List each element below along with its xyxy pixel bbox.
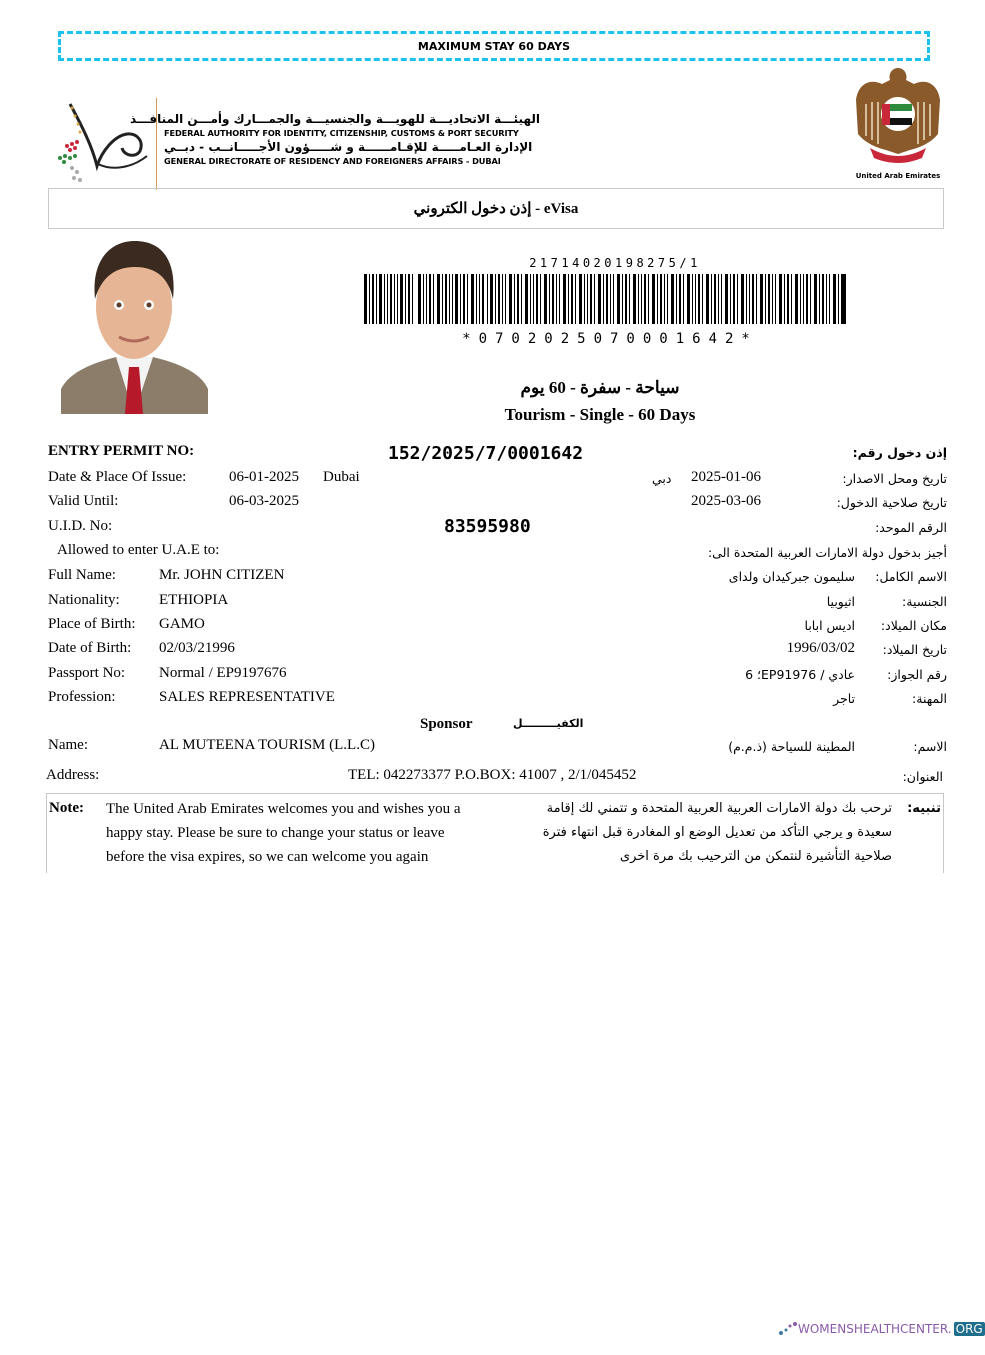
dob-value-en: 02/03/21996 [159, 640, 235, 656]
barcode-bottom-number: *0702025070001642* [462, 331, 758, 347]
note-label-ar: تنبيه: [907, 801, 941, 816]
fullname-value-ar: سليمون جبركيدان ولداى [728, 569, 855, 584]
passport-value-ar: عادي / EP91976؛ 6 [745, 667, 855, 682]
holder-photo [61, 239, 208, 414]
authority-line2-en: GENERAL DIRECTORATE OF RESIDENCY AND FOREIGNERS AFFAIRS - DUBAI [164, 156, 501, 166]
issue-place-en: Dubai [323, 469, 360, 485]
fullname-value-en: Mr. JOHN CITIZEN [159, 567, 285, 583]
barcode-top-number: 21714020198275/1 [529, 256, 701, 270]
sponsor-address-label-ar: العنوان: [902, 769, 943, 784]
sponsor-name-ar: المطينة للسياحة (ذ.م.م) [728, 739, 855, 754]
valid-label-en: Valid Until: [48, 493, 119, 509]
watermark-text: WOMENSHEALTHCENTER. [798, 1322, 952, 1336]
pob-value-en: GAMO [159, 616, 205, 632]
valid-date-en: 06-03-2025 [229, 493, 299, 509]
authority-block [130, 112, 540, 168]
authority-line2-ar: الإدارة العـامـــــة للإقـامــــــة و شـــــؤون الأجـــــانــب - دبــي [164, 140, 533, 154]
pob-label-en: Place of Birth: [48, 616, 136, 632]
dob-value-ar: 1996/03/02 [786, 640, 855, 656]
issue-label-en: Date & Place Of Issue: [48, 469, 187, 485]
issue-date-en: 06-01-2025 [229, 469, 299, 485]
falcon-emblem-icon [852, 64, 944, 166]
sponsor-address: TEL: 042273377 P.O.BOX: 41007 , 2/1/045452 [348, 767, 637, 783]
nationality-value-ar: اثيوبيا [826, 594, 855, 609]
sponsor-heading-en: Sponsor [420, 716, 473, 732]
permit-label-ar: إذن دخول رقم: [852, 445, 947, 460]
sponsor-name-label-en: Name: [48, 737, 88, 753]
fullname-label-ar: الاسم الكامل: [875, 569, 947, 584]
passport-label-en: Passport No: [48, 665, 126, 681]
emblem-caption: United Arab Emirates [855, 172, 941, 180]
note-label-en: Note: [49, 800, 84, 816]
passport-value-en: Normal / EP9197676 [159, 665, 287, 681]
authority-line1-ar: الهيئـــة الاتحاديـــة للهويـــة والجنسيـــة والجمـــارك وأمـــن المنافـــذ [130, 112, 540, 126]
profession-value-en: SALES REPRESENTATIVE [159, 689, 335, 705]
nationality-value-en: ETHIOPIA [159, 592, 229, 608]
issue-place-ar: دبي [652, 471, 672, 486]
max-stay-banner [58, 31, 930, 61]
uid-number: 83595980 [444, 516, 531, 537]
allowed-label-ar: أجيز بدخول دولة الامارات العربية المتحدة الى: [707, 545, 947, 560]
sponsor-address-label-en: Address: [46, 767, 100, 783]
authority-line1-en: FEDERAL AUTHORITY FOR IDENTITY, CITIZENSHIP, CUSTOMS & PORT SECURITY [164, 128, 519, 138]
dob-label-en: Date of Birth: [48, 640, 132, 656]
valid-label-ar: تاريخ صلاحية الدخول: [836, 495, 947, 510]
allowed-label-en: Allowed to enter U.A.E to: [57, 542, 220, 558]
nationality-label-en: Nationality: [48, 592, 120, 608]
profession-value-ar: تاجر [833, 691, 855, 706]
permit-label-en: ENTRY PERMIT NO: [48, 443, 195, 459]
sponsor-heading-ar: الكفيـــــــــل [513, 717, 584, 730]
profession-label-ar: المهنة: [912, 691, 947, 706]
dots-logo-icon [778, 1322, 798, 1336]
valid-date-ar: 2025-03-06 [691, 493, 761, 509]
pob-label-ar: مكان الميلاد: [880, 618, 947, 633]
watermark [778, 1322, 985, 1336]
visa-type-ar: سياحة - سفرة - 60 يوم [520, 378, 680, 397]
title-text: إذن دخول الكتروني - eVisa [413, 201, 579, 217]
barcode [364, 274, 846, 324]
uid-label-ar: الرقم الموحد: [875, 520, 947, 535]
permit-number: 152/2025/7/0001642 [388, 443, 584, 464]
watermark-tld: ORG [955, 1322, 983, 1336]
profession-label-en: Profession: [48, 689, 116, 705]
passport-label-ar: رقم الجواز: [887, 667, 947, 682]
note-text-ar: ترحب بك دولة الامارات العربية العربية المتحدة و تتمني لك إقامة سعيدة و يرجي التأكد من تعديل الوضع او المغادرة قبل انتهاء فترة صلاحية التأشيرة لنتمكن من الترحيب بك مرة اخرى [542, 801, 892, 864]
sponsor-name-label-ar: الاسم: [913, 739, 947, 754]
icp-falcon-logo [52, 96, 152, 188]
dob-label-ar: تاريخ الميلاد: [882, 642, 947, 657]
uid-label-en: U.I.D. No: [48, 518, 113, 534]
pob-value-ar: اديس ابابا [804, 618, 855, 633]
uae-emblem [850, 64, 946, 182]
nationality-label-ar: الجنسية: [902, 594, 947, 609]
sponsor-name-en: AL MUTEENA TOURISM (L.L.C) [159, 737, 375, 753]
issue-date-ar: 2025-01-06 [691, 469, 761, 485]
issue-label-ar: تاريخ ومحل الاصدار: [842, 471, 947, 486]
note-text-en: The United Arab Emirates welcomes you and wishes you a happy stay. Please be sure to change your status or leave before the visa expires, so we can welcome you again [106, 801, 461, 865]
document-title [48, 188, 944, 229]
fullname-label-en: Full Name: [48, 567, 116, 583]
banner-text: MAXIMUM STAY 60 DAYS [417, 39, 571, 53]
visa-type-en: Tourism - Single - 60 Days [504, 405, 696, 424]
